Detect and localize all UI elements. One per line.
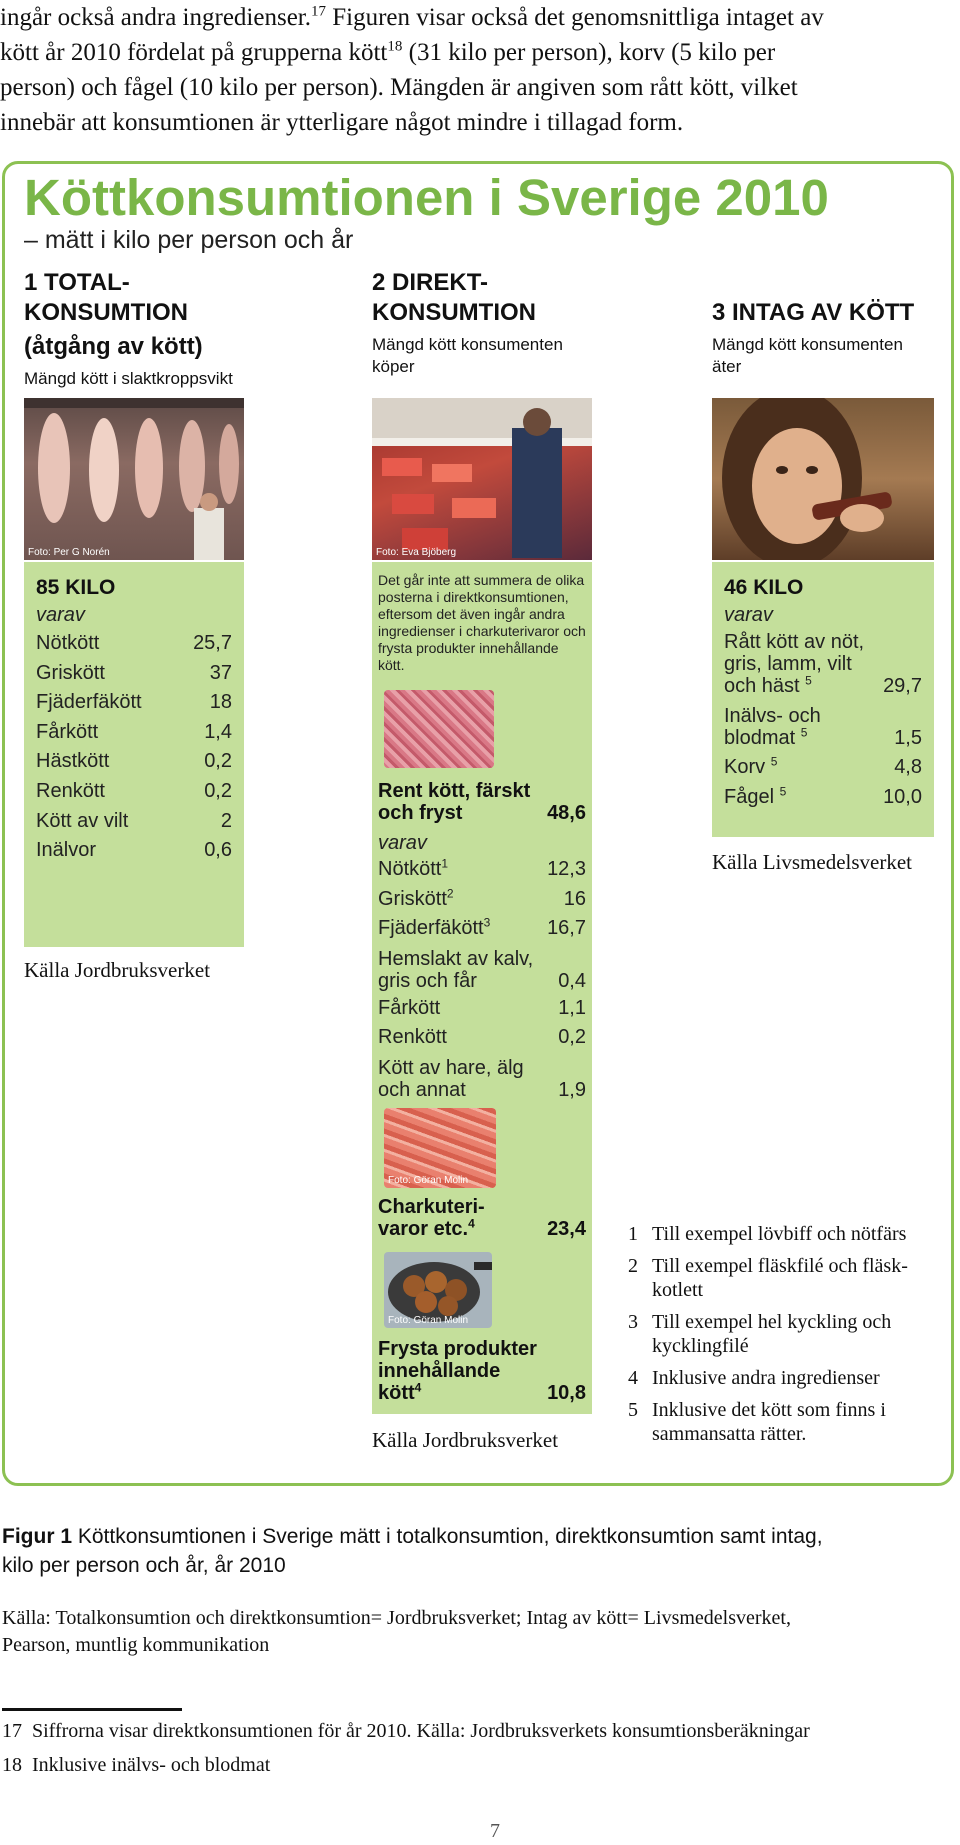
row-label: Nötkött bbox=[36, 632, 100, 654]
chark-label: Charkuteri- bbox=[378, 1196, 485, 1218]
photo-meat-counter bbox=[372, 398, 592, 560]
footnote-item: 1 Till exempel lövbiff och nötfärs bbox=[628, 1223, 907, 1245]
ratt-row: och häst $^5$ 29,7 bbox=[724, 673, 922, 697]
figure-caption: Figur 1 Köttkonsumtionen i Sverige mätt i totalkonsumtion, direktkonsumtion samt intag, kilo per person och år, år 2010 bbox=[2, 1525, 823, 1577]
footnote-item: 3 Till exempel hel kyckling och kycklingfilé bbox=[628, 1311, 892, 1357]
photo-credit: Foto: Göran Molin bbox=[388, 1175, 469, 1186]
row-value: 18 bbox=[209, 691, 232, 714]
data-row bbox=[36, 836, 232, 866]
data-row bbox=[36, 688, 232, 718]
data-row bbox=[36, 718, 232, 748]
col2-rows bbox=[378, 855, 586, 944]
row-label: Fårkött bbox=[36, 720, 99, 743]
col1-source: Källa Jordbruksverket bbox=[24, 958, 211, 982]
footnote-item: 4 Inklusive andra ingredienser bbox=[628, 1367, 880, 1389]
minced-meat-image bbox=[384, 690, 494, 768]
col1-rows bbox=[36, 629, 232, 866]
intro-paragraph bbox=[0, 0, 960, 140]
col2-note: Det går inte att summera de olika posterna i direktkonsumtionen, eftersom det även ingår andra ingredienser i charkuterivaror och frysta produkter innehållande kött. bbox=[378, 572, 586, 673]
row-value: 16 bbox=[563, 887, 586, 910]
data-row bbox=[378, 994, 586, 1024]
fryst-label: innehållande bbox=[378, 1360, 501, 1382]
col1-data-box bbox=[24, 562, 244, 947]
col1-header bbox=[24, 268, 324, 390]
col1-description: Mängd kött i slaktkroppsvikt bbox=[24, 369, 233, 388]
intro-line: person) och fågel (10 kilo per person). Mängden är angiven som rått kött, vilket bbox=[0, 74, 798, 101]
page-number: 7 bbox=[490, 1820, 500, 1842]
hemslakt-label: Hemslakt av kalv, bbox=[378, 947, 534, 970]
col2-data-box bbox=[372, 562, 592, 1102]
figure-source: Källa: Totalkonsumtion och direktkonsumtion= Jordbruksverket; Intag av kött= Livsmedelsverket, Pearson, muntlig kommunikation bbox=[2, 1607, 791, 1656]
girl-eating-illustration bbox=[712, 398, 934, 560]
col2-heading: KONSUMTION bbox=[372, 299, 536, 326]
hare-label: Kött av hare, älg bbox=[378, 1056, 524, 1079]
row-label: Fårkött bbox=[378, 996, 441, 1019]
col3-varav: varav bbox=[724, 604, 773, 626]
row-label: Fjäderfäkött$^3$ bbox=[378, 915, 491, 940]
col1-total: 85 KILO bbox=[36, 576, 116, 599]
col1-heading: KONSUMTION bbox=[24, 299, 188, 326]
row-label: Fjäderfäkött bbox=[36, 691, 142, 714]
fryst-label: Frysta produkter bbox=[378, 1338, 537, 1360]
data-row bbox=[378, 885, 586, 915]
col2-varav: varav bbox=[378, 832, 427, 854]
photo-girl-eating bbox=[712, 398, 934, 560]
ratt-label: Rått kött av nöt, bbox=[724, 631, 865, 653]
data-row bbox=[378, 1023, 586, 1053]
page-footnote: 18 Inklusive inälvs- och blodmat bbox=[2, 1754, 271, 1776]
row-label: Kött av vilt bbox=[36, 809, 129, 832]
row-label: Hästkött bbox=[36, 750, 110, 773]
intro-line: kött år 2010 fördelat på grupperna kött$^{18}$ (31 kilo per person), korv (5 kilo per bbox=[0, 38, 776, 66]
row-value: 1,1 bbox=[558, 996, 586, 1019]
footnote-divider bbox=[2, 1708, 182, 1711]
col3-heading: 3 INTAG AV KÖTT bbox=[712, 299, 915, 326]
korv-row: Korv $^5$ 4,8 bbox=[724, 754, 922, 778]
row-value: 0,2 bbox=[558, 1026, 586, 1049]
inalv-label: Inälvs- och bbox=[724, 705, 821, 727]
footnote-item: 5 Inklusive det kött som finns i sammansatta rätter. bbox=[628, 1399, 886, 1445]
col3-description: Mängd kött konsumenten bbox=[712, 335, 903, 354]
rent-kott-row: och fryst 48,6 bbox=[378, 802, 586, 824]
col2-description: Mängd kött konsumenten bbox=[372, 335, 563, 354]
data-row bbox=[36, 807, 232, 837]
row-value: 37 bbox=[209, 661, 232, 684]
data-row bbox=[36, 747, 232, 777]
inalv-row: blodmat $^5$ 1,5 bbox=[724, 725, 922, 749]
fagel-row: Fågel $^5$ 10,0 bbox=[724, 783, 922, 808]
row-value: 1,4 bbox=[204, 720, 232, 743]
data-row bbox=[378, 914, 586, 944]
photo-credit: Foto: Per G Norén bbox=[28, 547, 110, 558]
infographic-subtitle: – mätt i kilo per person och år bbox=[24, 226, 354, 254]
col2-heading: 2 DIREKT- bbox=[372, 269, 489, 296]
photo-slaughterhouse bbox=[24, 398, 244, 560]
photo-credit: Foto: Eva Bjöberg bbox=[376, 547, 457, 558]
row-value: 16,7 bbox=[547, 917, 586, 940]
col2-rows2 bbox=[378, 994, 586, 1053]
data-row bbox=[378, 855, 586, 885]
row-value: 0,2 bbox=[204, 750, 232, 773]
row-label: Griskött$^2$ bbox=[378, 885, 454, 910]
row-label: Renkött bbox=[36, 779, 105, 802]
col2-header bbox=[372, 268, 672, 378]
row-value: 0,6 bbox=[204, 839, 232, 862]
intro-line: ingår också andra ingredienser.$^{17}$ Figuren visar också det genomsnittliga intaget av bbox=[0, 3, 824, 31]
footnote-item: 2 Till exempel fläskfilé och fläsk- kotlett bbox=[628, 1255, 908, 1301]
carcass-illustration bbox=[24, 398, 244, 560]
row-value: 25,7 bbox=[193, 632, 232, 654]
col3-description: äter bbox=[712, 357, 742, 376]
chark-row: varor etc.$^4$ 23,4 bbox=[378, 1216, 586, 1240]
row-value: 12,3 bbox=[547, 858, 586, 880]
photo-meatballs bbox=[384, 1252, 492, 1328]
infographic-title: Köttkonsumtionen i Sverige 2010 bbox=[24, 169, 829, 226]
row-label: Renkött bbox=[378, 1026, 447, 1049]
row-value: 0,2 bbox=[204, 779, 232, 802]
hemslakt-row: gris och får 0,4 bbox=[378, 969, 586, 992]
photo-charcuterie bbox=[384, 1108, 496, 1188]
col1-heading: 1 TOTAL- bbox=[24, 269, 130, 296]
col1-varav: varav bbox=[36, 604, 85, 626]
row-label: Nötkött$^1$ bbox=[378, 856, 449, 880]
photo-credit: Foto: Göran Molin bbox=[388, 1315, 469, 1326]
data-row bbox=[36, 777, 232, 807]
hare-row: och annat 1,9 bbox=[378, 1078, 586, 1101]
col3-total: 46 KILO bbox=[724, 576, 804, 599]
page-footnote: 17 Siffrorna visar direktkonsumtionen för år 2010. Källa: Jordbruksverkets konsumtionsberäkningar bbox=[2, 1720, 810, 1742]
col1-heading: (åtgång av kött) bbox=[24, 333, 203, 360]
row-label: Inälvor bbox=[36, 839, 97, 862]
data-row bbox=[36, 659, 232, 689]
row-label: Griskött bbox=[36, 661, 105, 684]
rent-kott-label: Rent kött, färskt bbox=[378, 780, 531, 802]
col3-header bbox=[712, 298, 952, 378]
infobox-footnotes bbox=[628, 1222, 948, 1454]
col3-source: Källa Livsmedelsverket bbox=[712, 850, 913, 874]
col2-description: köper bbox=[372, 357, 415, 376]
fryst-row: kött$^4$ 10,8 bbox=[378, 1380, 586, 1404]
col3-data-box bbox=[712, 562, 934, 837]
data-row bbox=[36, 629, 232, 659]
ratt-label: gris, lamm, vilt bbox=[724, 653, 852, 675]
col2-source: Källa Jordbruksverket bbox=[372, 1428, 559, 1452]
row-value: 2 bbox=[220, 809, 232, 832]
meat-counter-illustration bbox=[372, 398, 592, 560]
intro-line: innebär att konsumtionen är ytterligare något mindre i tillagad form. bbox=[0, 109, 684, 136]
col2-lower-box bbox=[372, 1102, 592, 1414]
